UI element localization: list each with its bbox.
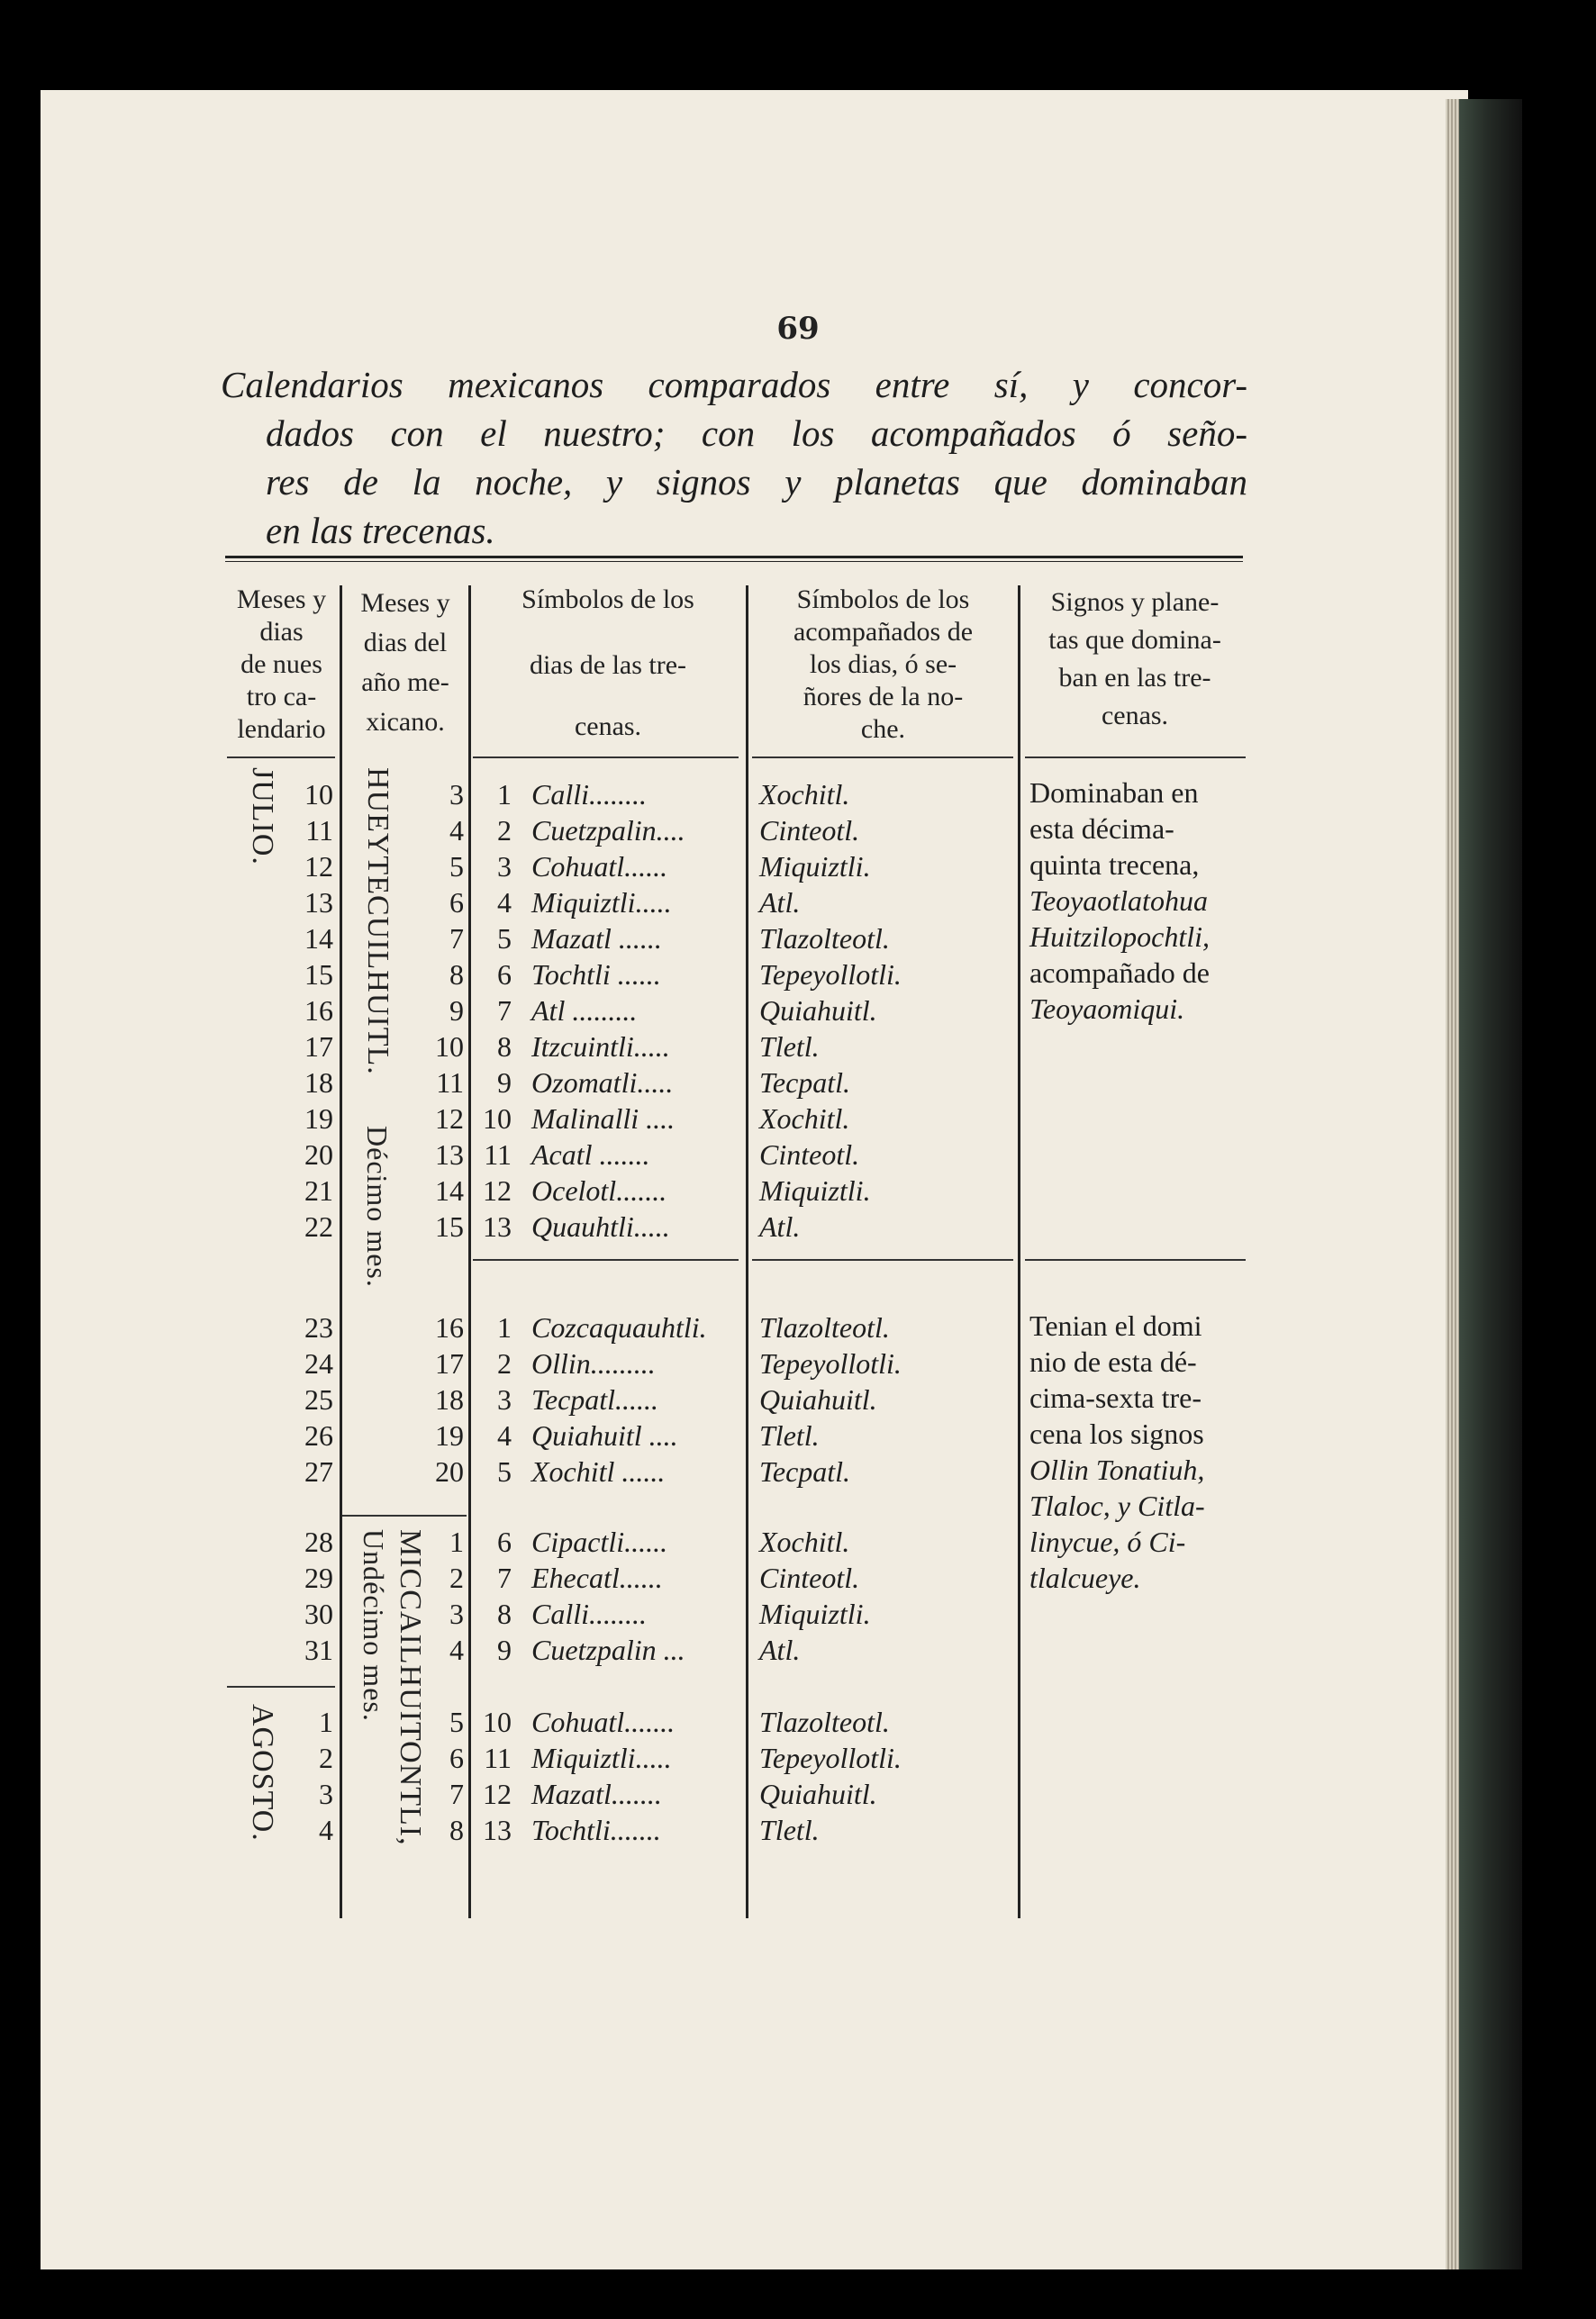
day-symbol: Cohuatl....... <box>531 1706 676 1738</box>
month-separator <box>227 1686 335 1688</box>
calendar-day: 14 <box>304 922 333 955</box>
mexican-day: 2 <box>449 1562 464 1594</box>
companion-symbol: Cinteotl. <box>759 1138 860 1171</box>
trecena-number: 5 <box>497 922 512 955</box>
header-line: cenas. <box>574 711 642 741</box>
trecena-number: 2 <box>497 1347 512 1380</box>
day-symbol: Ocelotl....... <box>531 1174 667 1207</box>
header-line: año me- <box>361 667 449 697</box>
header-line: tas que domina- <box>1048 625 1221 655</box>
note-line: cima-sexta tre- <box>1029 1381 1202 1414</box>
day-symbol: Tochtli....... <box>531 1814 661 1846</box>
calendar-day: 26 <box>304 1419 333 1452</box>
companion-symbol: Atl. <box>759 1634 801 1666</box>
column-divider <box>468 585 471 1918</box>
mexican-day: 3 <box>449 1598 464 1630</box>
top-rule-thin <box>225 561 1243 562</box>
mexican-day: 7 <box>449 922 464 955</box>
trecena-number: 2 <box>497 814 512 847</box>
trecena-number: 1 <box>497 778 512 811</box>
companion-symbol: Tlazolteotl. <box>759 922 890 955</box>
calendar-day: 13 <box>304 886 333 919</box>
trecena-number: 11 <box>484 1138 512 1171</box>
mexican-day: 10 <box>435 1030 464 1063</box>
month-separator <box>342 1515 467 1517</box>
mexican-day: 12 <box>435 1102 464 1135</box>
top-rule <box>225 556 1243 558</box>
header-line: Signos y plane- <box>1050 587 1220 617</box>
day-symbol: Ehecatl...... <box>531 1562 663 1594</box>
trecena-number: 13 <box>483 1814 512 1846</box>
companion-symbol: Quiahuitl. <box>759 1778 877 1810</box>
day-symbol: Atl ......... <box>531 994 638 1027</box>
header-line: lendario <box>237 714 326 744</box>
note-line: acompañado de <box>1029 956 1210 989</box>
calendar-day: 24 <box>304 1347 333 1380</box>
note-line: tlalcueye. <box>1029 1562 1141 1594</box>
mexican-day: 9 <box>449 994 464 1027</box>
header-line: tro ca- <box>246 682 317 711</box>
mexican-day: 15 <box>435 1210 464 1243</box>
calendar-day: 22 <box>304 1210 333 1243</box>
note-line: Dominaban en <box>1029 776 1199 809</box>
header-mexican-month <box>344 584 467 742</box>
calendar-day: 21 <box>304 1174 333 1207</box>
trecena-number: 8 <box>497 1598 512 1630</box>
companion-symbol: Tecpatl. <box>759 1455 851 1488</box>
mexican-day: 6 <box>449 1742 464 1774</box>
day-symbol: Quiahuitl .... <box>531 1419 678 1452</box>
day-symbol: Ollin......... <box>531 1347 656 1380</box>
mexican-day: 19 <box>435 1419 464 1452</box>
companion-symbol: Quiahuitl. <box>759 994 877 1027</box>
mexican-day: 18 <box>435 1383 464 1416</box>
trecena-number: 7 <box>497 994 512 1027</box>
note-line: linycue, ó Ci- <box>1029 1526 1186 1558</box>
note-sixteenth-trecena <box>1029 1308 1246 1596</box>
trecena-number: 13 <box>483 1210 512 1243</box>
calendar-day: 12 <box>304 850 333 883</box>
trecena-number: 4 <box>497 886 512 919</box>
calendar-day: 19 <box>304 1102 333 1135</box>
day-symbol: Mazatl ...... <box>531 922 662 955</box>
trecena-number: 8 <box>497 1030 512 1063</box>
header-line: Símbolos de los <box>521 584 694 614</box>
trecena-number: 6 <box>497 1526 512 1558</box>
mexican-day: 6 <box>449 886 464 919</box>
month-label-miccailhuitontli: MICCAILHUITONTLI, <box>394 1529 427 1846</box>
mexican-day: 5 <box>449 850 464 883</box>
calendar-day: 20 <box>304 1138 333 1171</box>
mexican-day: 4 <box>449 1634 464 1666</box>
day-symbol: Cozcaquauhtli. <box>531 1311 707 1344</box>
companion-symbol: Tlazolteotl. <box>759 1706 890 1738</box>
trecena-number: 7 <box>497 1562 512 1594</box>
day-symbol: Calli........ <box>531 1598 648 1630</box>
mexican-day: 1 <box>449 1526 464 1558</box>
calendar-day: 15 <box>304 958 333 991</box>
trecena-separator <box>473 1259 739 1261</box>
companion-symbol: Miquiztli. <box>759 1174 871 1207</box>
day-symbol: Xochitl ...... <box>531 1455 666 1488</box>
day-symbol: Mazatl....... <box>531 1778 662 1810</box>
day-symbol: Miquiztli..... <box>531 886 672 919</box>
title-line: dados con el nuestro; con los acompañados ó seño- <box>266 412 1247 454</box>
header-line: che. <box>860 714 906 744</box>
calendar-day: 31 <box>304 1634 333 1666</box>
day-symbol: Tecpatl...... <box>531 1383 659 1416</box>
trecena-number: 3 <box>497 850 512 883</box>
trecena-number: 11 <box>484 1742 512 1774</box>
note-line: nio de esta dé- <box>1029 1345 1197 1378</box>
companion-symbol: Tletl. <box>759 1814 820 1846</box>
mexican-day: 7 <box>449 1778 464 1810</box>
header-line: ban en las tre- <box>1058 663 1211 693</box>
companion-symbol: Tepeyollotli. <box>759 1347 902 1380</box>
companion-symbol: Xochitl. <box>759 778 850 811</box>
calendar-day: 29 <box>304 1562 333 1594</box>
month-label-julio: JULIO. <box>246 767 279 865</box>
header-line: dias del <box>363 628 448 657</box>
day-symbol: Cuetzpalin ... <box>531 1634 685 1666</box>
mexican-day: 16 <box>435 1311 464 1344</box>
column-divider <box>340 585 342 1918</box>
companion-symbol: Atl. <box>759 1210 801 1243</box>
mexican-day: 13 <box>435 1138 464 1171</box>
companion-symbol: Xochitl. <box>759 1102 850 1135</box>
mexican-day: 8 <box>449 958 464 991</box>
calendar-day: 18 <box>304 1066 333 1099</box>
companion-symbol: Quiahuitl. <box>759 1383 877 1416</box>
day-symbol: Tochtli ...... <box>531 958 661 991</box>
header-underline <box>752 756 1013 758</box>
trecena-number: 3 <box>497 1383 512 1416</box>
header-line: Meses y <box>360 588 450 618</box>
table-title <box>221 360 1247 555</box>
mexican-day: 14 <box>435 1174 464 1207</box>
companion-symbol: Tletl. <box>759 1030 820 1063</box>
note-line: cena los signos <box>1029 1418 1204 1450</box>
mexican-day: 17 <box>435 1347 464 1380</box>
trecena-number: 12 <box>483 1174 512 1207</box>
header-line: Meses y <box>236 584 327 614</box>
title-line: en las trecenas. <box>266 510 495 551</box>
note-line: Ollin Tonatiuh, <box>1029 1454 1205 1486</box>
trecena-number: 9 <box>497 1634 512 1666</box>
book-spine <box>1459 99 1522 2269</box>
header-line: dias <box>259 617 304 647</box>
calendar-day: 25 <box>304 1383 333 1416</box>
column-divider <box>1018 585 1020 1918</box>
day-symbol: Cuetzpalin.... <box>531 814 685 847</box>
column-divider <box>746 585 748 1918</box>
header-line: acompañados de <box>793 617 974 647</box>
header-signs <box>1022 584 1247 735</box>
header-underline <box>473 756 739 758</box>
mexican-day: 5 <box>449 1706 464 1738</box>
calendar-day: 16 <box>304 994 333 1027</box>
companion-symbol: Atl. <box>759 886 801 919</box>
note-line: Tlaloc, y Citla- <box>1029 1490 1205 1522</box>
trecena-number: 10 <box>483 1706 512 1738</box>
page-number: 69 <box>776 311 820 347</box>
companion-symbol: Xochitl. <box>759 1526 850 1558</box>
companion-symbol: Tletl. <box>759 1419 820 1452</box>
note-line: esta décima- <box>1029 812 1174 845</box>
header-line: dias de las tre- <box>529 650 687 680</box>
trecena-number: 9 <box>497 1066 512 1099</box>
calendar-day: 3 <box>319 1778 333 1810</box>
header-line: de nues <box>240 649 322 679</box>
day-symbol: Cohuatl...... <box>531 850 668 883</box>
day-symbol: Itzcuintli..... <box>531 1030 670 1063</box>
day-symbol: Acatl ....... <box>531 1138 650 1171</box>
calendar-day: 10 <box>304 778 333 811</box>
trecena-number: 1 <box>497 1311 512 1344</box>
calendar-day: 17 <box>304 1030 333 1063</box>
day-symbol: Miquiztli..... <box>531 1742 672 1774</box>
month-label-agosto: AGOSTO. <box>246 1704 279 1842</box>
calendar-day: 23 <box>304 1311 333 1344</box>
mexican-day: 20 <box>435 1455 464 1488</box>
note-line: Tenian el domi <box>1029 1309 1202 1342</box>
companion-symbol: Tepeyollotli. <box>759 1742 902 1774</box>
trecena-number: 5 <box>497 1455 512 1488</box>
day-symbol: Cipactli...... <box>531 1526 668 1558</box>
calendar-day: 1 <box>319 1706 333 1738</box>
calendar-day: 27 <box>304 1455 333 1488</box>
header-underline <box>227 756 335 758</box>
calendar-day: 4 <box>319 1814 333 1846</box>
header-line: ñores de la no- <box>803 682 964 711</box>
header-day-symbols <box>473 584 743 756</box>
mexican-day: 3 <box>449 778 464 811</box>
mexican-day: 8 <box>449 1814 464 1846</box>
header-line: los dias, ó se- <box>809 649 957 679</box>
companion-symbol: Tlazolteotl. <box>759 1311 890 1344</box>
month-label-decimo: Décimo mes. <box>361 1126 394 1288</box>
companion-symbol: Miquiztli. <box>759 850 871 883</box>
trecena-number: 6 <box>497 958 512 991</box>
companion-symbol: Tepeyollotli. <box>759 958 902 991</box>
note-line: Huitzilopochtli, <box>1029 920 1210 953</box>
trecena-number: 12 <box>483 1778 512 1810</box>
note-line: Teoyaomiqui. <box>1029 992 1185 1025</box>
title-line: Calendarios mexicanos comparados entre sí, y concor- <box>221 364 1247 405</box>
title-line: res de la noche, y signos y planetas que dominaban <box>266 461 1247 503</box>
companion-symbol: Cinteotl. <box>759 814 860 847</box>
day-symbol: Calli........ <box>531 778 648 811</box>
mexican-day: 4 <box>449 814 464 847</box>
header-line: Símbolos de los <box>796 584 970 614</box>
header-companions <box>750 584 1016 746</box>
month-label-undecimo: Undécimo mes. <box>358 1529 390 1722</box>
note-fifteenth-trecena <box>1029 775 1246 1027</box>
calendar-day: 11 <box>305 814 333 847</box>
calendar-day: 2 <box>319 1742 333 1774</box>
trecena-separator <box>752 1259 1013 1261</box>
header-line: xicano. <box>366 707 445 737</box>
day-symbol: Quauhtli..... <box>531 1210 670 1243</box>
calendar-day: 30 <box>304 1598 333 1630</box>
header-underline <box>1025 756 1246 758</box>
header-line: cenas. <box>1101 701 1169 730</box>
day-symbol: Malinalli .... <box>531 1102 676 1135</box>
companion-symbol: Miquiztli. <box>759 1598 871 1630</box>
mexican-day: 11 <box>436 1066 464 1099</box>
companion-symbol: Tecpatl. <box>759 1066 851 1099</box>
note-line: Teoyaotlatohua <box>1029 884 1208 917</box>
calendar-day: 28 <box>304 1526 333 1558</box>
trecena-number: 10 <box>483 1102 512 1135</box>
day-symbol: Ozomatli..... <box>531 1066 674 1099</box>
note-line: quinta trecena, <box>1029 848 1200 881</box>
month-label-hueytecuilhuitl: HUEYTECUILHUITL. <box>361 767 394 1075</box>
header-calendar <box>225 584 338 746</box>
trecena-number: 4 <box>497 1419 512 1452</box>
trecena-separator <box>1025 1259 1246 1261</box>
companion-symbol: Cinteotl. <box>759 1562 860 1594</box>
